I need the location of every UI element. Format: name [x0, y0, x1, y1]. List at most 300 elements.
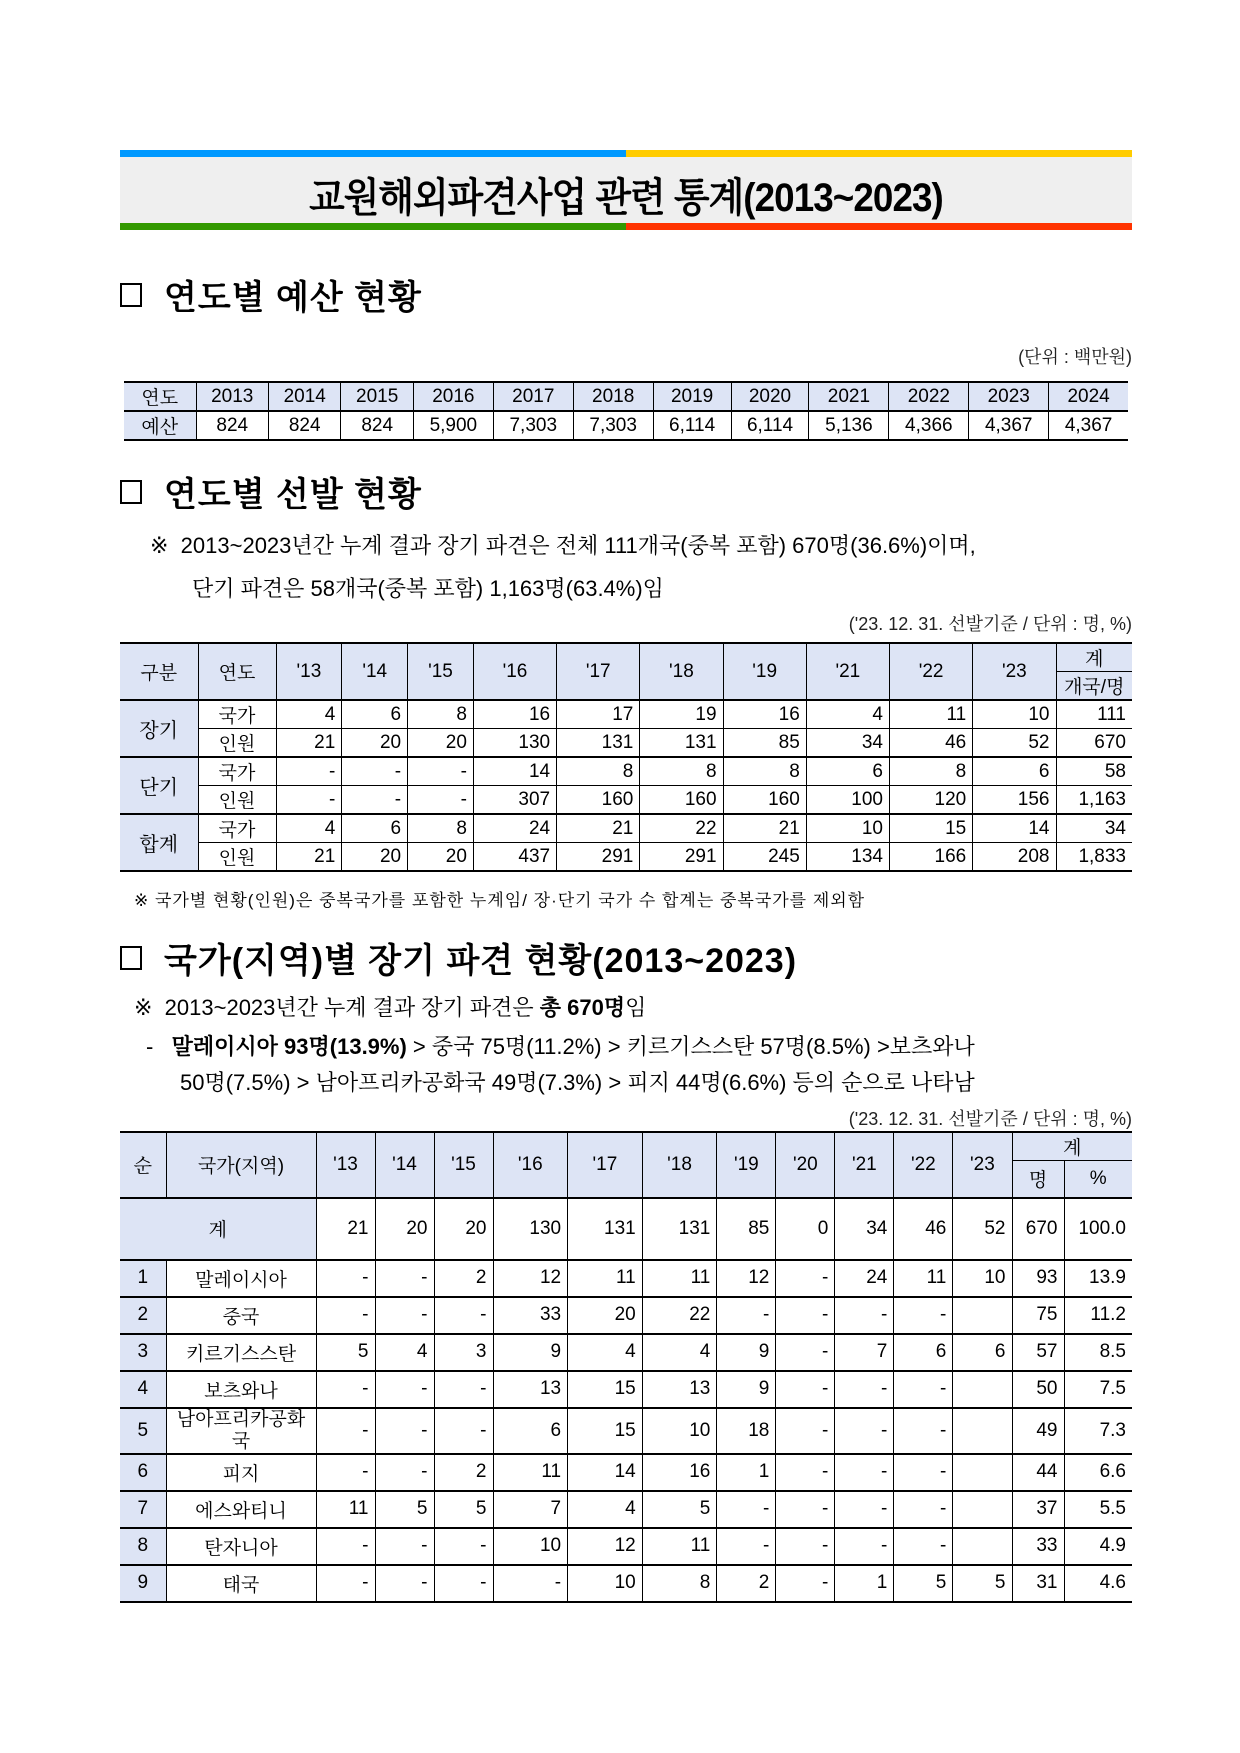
- value-cell: -: [717, 1528, 776, 1565]
- unit-label: (단위 : 백만원): [1018, 347, 1132, 367]
- column-header: '17: [568, 1132, 643, 1198]
- value-cell: 7.3: [1064, 1408, 1132, 1454]
- value-cell: 8: [640, 757, 723, 786]
- value-cell: 10: [642, 1408, 717, 1454]
- value-cell: 57: [1012, 1334, 1064, 1371]
- value-cell: -: [835, 1408, 894, 1454]
- budget-cell: 824: [341, 411, 413, 440]
- value-cell: 8: [408, 700, 474, 729]
- value-cell: 130: [473, 729, 556, 758]
- value-cell: 22: [642, 1297, 717, 1334]
- value-cell: 75: [1012, 1297, 1064, 1334]
- value-cell: -: [316, 1297, 375, 1334]
- value-cell: 5: [894, 1565, 953, 1602]
- section-heading-budget: [120, 270, 1132, 319]
- budget-cell: 6,114: [731, 411, 809, 440]
- rank-cell: 5: [120, 1408, 166, 1454]
- value-cell: 8.5: [1064, 1334, 1132, 1371]
- value-cell: -: [894, 1454, 953, 1491]
- column-header: '13: [276, 643, 342, 700]
- value-cell: 6: [493, 1408, 568, 1454]
- note: [120, 1029, 1132, 1065]
- value-cell: -: [375, 1297, 434, 1334]
- page-title: 교원해외파견사업 관련 통계(2013~2023): [309, 176, 943, 220]
- value-cell: 34: [806, 729, 889, 758]
- table-row: [120, 1454, 1132, 1491]
- value-cell: 6: [342, 700, 408, 729]
- value-cell: 58: [1056, 757, 1132, 786]
- year-cell: 2018: [573, 382, 653, 411]
- value-cell: -: [408, 786, 474, 815]
- budget-cell: 7,303: [493, 411, 573, 440]
- value-cell: 33: [493, 1297, 568, 1334]
- row-label: 국가: [198, 757, 276, 786]
- budget-cell: 7,303: [573, 411, 653, 440]
- value-cell: 10: [806, 814, 889, 843]
- value-cell: 6: [953, 1334, 1012, 1371]
- value-cell: 670: [1012, 1198, 1064, 1260]
- value-cell: 17: [557, 700, 640, 729]
- value-cell: -: [776, 1260, 835, 1297]
- value-cell: 131: [568, 1198, 643, 1260]
- country-cell: 에스와티니: [166, 1491, 316, 1528]
- value-cell: 2: [434, 1454, 493, 1491]
- value-cell: 13: [642, 1371, 717, 1408]
- row-label: 국가: [198, 814, 276, 843]
- value-cell: 19: [640, 700, 723, 729]
- value-cell: 14: [568, 1454, 643, 1491]
- stripe-blue: [120, 150, 626, 157]
- value-cell: [953, 1371, 1012, 1408]
- group-label: 합계: [120, 814, 198, 871]
- value-cell: -: [894, 1528, 953, 1565]
- budget-cell: 824: [268, 411, 340, 440]
- value-cell: 21: [276, 843, 342, 872]
- budget-cell: 5,900: [413, 411, 493, 440]
- value-cell: -: [835, 1454, 894, 1491]
- value-cell: 307: [473, 786, 556, 815]
- country-cell: 키르기스스탄: [166, 1334, 316, 1371]
- row-header: 예산: [124, 411, 196, 440]
- column-header: '19: [717, 1132, 776, 1198]
- value-cell: 111: [1056, 700, 1132, 729]
- value-cell: -: [776, 1297, 835, 1334]
- value-cell: -: [894, 1297, 953, 1334]
- value-cell: 166: [889, 843, 972, 872]
- value-cell: 4: [276, 814, 342, 843]
- value-cell: 208: [973, 843, 1056, 872]
- value-cell: 13: [493, 1371, 568, 1408]
- note-text: 50명(7.5%) > 남아프리카공화국 49명(7.3%) > 피지 44명(6.6%) 등의 순으로 나타남: [180, 1070, 975, 1095]
- value-cell: [953, 1528, 1012, 1565]
- rank-cell: 8: [120, 1528, 166, 1565]
- budget-cell: 824: [196, 411, 268, 440]
- stripe-red: [626, 223, 1132, 230]
- value-cell: 21: [276, 729, 342, 758]
- value-cell: 11: [642, 1260, 717, 1297]
- value-cell: 5: [953, 1565, 1012, 1602]
- value-cell: 12: [717, 1260, 776, 1297]
- row-label: 인원: [198, 729, 276, 758]
- year-cell: 2013: [196, 382, 268, 411]
- value-cell: -: [717, 1491, 776, 1528]
- value-cell: 131: [640, 729, 723, 758]
- value-cell: 8: [889, 757, 972, 786]
- table-row: [120, 786, 1132, 815]
- value-cell: 11: [889, 700, 972, 729]
- value-cell: 44: [1012, 1454, 1064, 1491]
- value-cell: -: [276, 786, 342, 815]
- value-cell: 437: [473, 843, 556, 872]
- section-title: 국가(지역)별 장기 파견 현황(2013~2023): [164, 942, 798, 980]
- section-heading-selection: [120, 467, 1132, 516]
- value-cell: 1,833: [1056, 843, 1132, 872]
- column-header: '16: [473, 643, 556, 700]
- note-text: 2013~2023년간 누계 결과 장기 파견은 전체 111개국(중복 포함) 670명(36.6%)이며,: [180, 533, 976, 558]
- value-cell: 6: [973, 757, 1056, 786]
- value-cell: 52: [973, 729, 1056, 758]
- column-header: '14: [342, 643, 408, 700]
- value-cell: 16: [723, 700, 806, 729]
- budget-cell: 6,114: [653, 411, 731, 440]
- value-cell: -: [434, 1528, 493, 1565]
- value-cell: 31: [1012, 1565, 1064, 1602]
- value-cell: 24: [835, 1260, 894, 1297]
- value-cell: 6: [894, 1334, 953, 1371]
- value-cell: 9: [493, 1334, 568, 1371]
- value-cell: 93: [1012, 1260, 1064, 1297]
- value-cell: 20: [408, 843, 474, 872]
- value-cell: -: [316, 1565, 375, 1602]
- value-cell: -: [316, 1454, 375, 1491]
- value-cell: 11: [568, 1260, 643, 1297]
- value-cell: 8: [723, 757, 806, 786]
- value-cell: 2: [434, 1260, 493, 1297]
- unit-label: ('23. 12. 31. 선발기준 / 단위 : 명, %): [848, 614, 1132, 634]
- value-cell: 8: [408, 814, 474, 843]
- rank-cell: 3: [120, 1334, 166, 1371]
- value-cell: 20: [342, 729, 408, 758]
- column-header: '20: [776, 1132, 835, 1198]
- value-cell: 2: [717, 1565, 776, 1602]
- section-heading-country: [120, 933, 1132, 982]
- year-cell: 2021: [809, 382, 889, 411]
- value-cell: 24: [473, 814, 556, 843]
- value-cell: 14: [973, 814, 1056, 843]
- year-cell: 2015: [341, 382, 413, 411]
- value-cell: 291: [640, 843, 723, 872]
- value-cell: -: [375, 1528, 434, 1565]
- budget-cell: 4,367: [1049, 411, 1128, 440]
- year-cell: 2023: [969, 382, 1049, 411]
- value-cell: 160: [640, 786, 723, 815]
- value-cell: 5: [316, 1334, 375, 1371]
- table-row: [120, 843, 1132, 872]
- value-cell: 4.6: [1064, 1565, 1132, 1602]
- row-label: 국가: [198, 700, 276, 729]
- value-cell: 6: [806, 757, 889, 786]
- group-label: 단기: [120, 757, 198, 814]
- column-header: 순: [120, 1132, 166, 1198]
- value-cell: 1: [717, 1454, 776, 1491]
- column-header: '17: [557, 643, 640, 700]
- value-cell: -: [894, 1491, 953, 1528]
- value-cell: -: [776, 1528, 835, 1565]
- value-cell: 130: [493, 1198, 568, 1260]
- note-bold: 총 670명: [539, 995, 626, 1020]
- country-cell: 남아프리카공화국: [166, 1408, 316, 1454]
- value-cell: 10: [568, 1565, 643, 1602]
- value-cell: -: [316, 1408, 375, 1454]
- table-row: [120, 1491, 1132, 1528]
- column-header: '18: [640, 643, 723, 700]
- value-cell: 120: [889, 786, 972, 815]
- value-cell: 11: [316, 1491, 375, 1528]
- column-header: '22: [889, 643, 972, 700]
- table-row: [120, 1260, 1132, 1297]
- value-cell: -: [835, 1371, 894, 1408]
- value-cell: -: [776, 1371, 835, 1408]
- rank-cell: 6: [120, 1454, 166, 1491]
- note-text: 2013~2023년간 누계 결과 장기 파견은: [164, 995, 540, 1020]
- value-cell: 10: [953, 1260, 1012, 1297]
- value-cell: -: [375, 1371, 434, 1408]
- section-title: 연도별 예산 현황: [164, 279, 422, 317]
- value-cell: 21: [723, 814, 806, 843]
- column-header: '23: [953, 1132, 1012, 1198]
- value-cell: -: [776, 1454, 835, 1491]
- column-header: 명: [1012, 1161, 1064, 1198]
- value-cell: 100: [806, 786, 889, 815]
- rank-cell: 2: [120, 1297, 166, 1334]
- value-cell: 34: [835, 1198, 894, 1260]
- value-cell: 9: [717, 1371, 776, 1408]
- value-cell: 291: [557, 843, 640, 872]
- column-header: '13: [316, 1132, 375, 1198]
- value-cell: -: [434, 1565, 493, 1602]
- value-cell: 5.5: [1064, 1491, 1132, 1528]
- column-header: %: [1064, 1161, 1132, 1198]
- value-cell: 12: [493, 1260, 568, 1297]
- value-cell: [953, 1491, 1012, 1528]
- value-cell: -: [375, 1408, 434, 1454]
- dash-mark: -: [146, 1034, 154, 1059]
- value-cell: 8: [557, 757, 640, 786]
- row-label: 인원: [198, 843, 276, 872]
- value-cell: 160: [723, 786, 806, 815]
- value-cell: 21: [557, 814, 640, 843]
- note-text: 임: [625, 995, 647, 1020]
- value-cell: 4: [642, 1334, 717, 1371]
- rank-cell: 1: [120, 1260, 166, 1297]
- value-cell: 100.0: [1064, 1198, 1132, 1260]
- year-cell: 2020: [731, 382, 809, 411]
- value-cell: 37: [1012, 1491, 1064, 1528]
- value-cell: [953, 1454, 1012, 1491]
- note-mark: ※: [150, 533, 169, 558]
- note-bold: 말레이시아 93명(13.9%): [171, 1034, 407, 1059]
- value-cell: 18: [717, 1408, 776, 1454]
- value-cell: 156: [973, 786, 1056, 815]
- value-cell: -: [434, 1408, 493, 1454]
- value-cell: 85: [717, 1198, 776, 1260]
- value-cell: -: [835, 1528, 894, 1565]
- value-cell: -: [434, 1297, 493, 1334]
- year-cell: 2014: [268, 382, 340, 411]
- column-header: '23: [973, 643, 1056, 700]
- table-row: [120, 1528, 1132, 1565]
- value-cell: -: [776, 1408, 835, 1454]
- budget-cell: 4,367: [969, 411, 1049, 440]
- total-row: [120, 1198, 1132, 1260]
- value-cell: 21: [316, 1198, 375, 1260]
- value-cell: 11: [894, 1260, 953, 1297]
- value-cell: -: [375, 1454, 434, 1491]
- rank-cell: 9: [120, 1565, 166, 1602]
- value-cell: 20: [408, 729, 474, 758]
- table-row: [120, 814, 1132, 843]
- value-cell: [953, 1408, 1012, 1454]
- value-cell: -: [375, 1260, 434, 1297]
- year-cell: 2022: [889, 382, 969, 411]
- value-cell: 16: [473, 700, 556, 729]
- value-cell: -: [276, 757, 342, 786]
- value-cell: 134: [806, 843, 889, 872]
- value-cell: 4: [276, 700, 342, 729]
- value-cell: 15: [568, 1371, 643, 1408]
- value-cell: 245: [723, 843, 806, 872]
- year-cell: 2019: [653, 382, 731, 411]
- group-label: 장기: [120, 700, 198, 757]
- row-header: 연도: [124, 382, 196, 411]
- note: [120, 986, 1132, 1029]
- total-label: 계: [120, 1198, 316, 1260]
- table-row: [120, 729, 1132, 758]
- column-header: '15: [408, 643, 474, 700]
- budget-table: [124, 381, 1128, 441]
- section-title: 연도별 선발 현황: [164, 476, 422, 514]
- value-cell: -: [375, 1565, 434, 1602]
- table-row: [120, 757, 1132, 786]
- value-cell: 5: [375, 1491, 434, 1528]
- column-header: '14: [375, 1132, 434, 1198]
- column-header: 구분: [120, 643, 198, 700]
- checkbox-square-icon: [120, 946, 142, 970]
- value-cell: 49: [1012, 1408, 1064, 1454]
- column-header: 국가(지역): [166, 1132, 316, 1198]
- value-cell: -: [493, 1565, 568, 1602]
- value-cell: 85: [723, 729, 806, 758]
- value-cell: 8: [642, 1565, 717, 1602]
- value-cell: 1: [835, 1565, 894, 1602]
- value-cell: 10: [493, 1528, 568, 1565]
- value-cell: 4: [375, 1334, 434, 1371]
- value-cell: 6: [342, 814, 408, 843]
- year-cell: 2017: [493, 382, 573, 411]
- value-cell: 34: [1056, 814, 1132, 843]
- value-cell: 9: [717, 1334, 776, 1371]
- value-cell: -: [894, 1408, 953, 1454]
- value-cell: 3: [434, 1334, 493, 1371]
- value-cell: 160: [557, 786, 640, 815]
- stripe-yellow: [626, 150, 1132, 157]
- row-label: 인원: [198, 786, 276, 815]
- value-cell: 4.9: [1064, 1528, 1132, 1565]
- value-cell: -: [835, 1297, 894, 1334]
- value-cell: 6.6: [1064, 1454, 1132, 1491]
- value-cell: -: [835, 1491, 894, 1528]
- value-cell: 20: [375, 1198, 434, 1260]
- value-cell: 131: [642, 1198, 717, 1260]
- value-cell: 20: [568, 1297, 643, 1334]
- column-header: '22: [894, 1132, 953, 1198]
- title-banner: [120, 150, 1132, 230]
- table-row: [120, 1334, 1132, 1371]
- value-cell: 52: [953, 1198, 1012, 1260]
- country-cell: 보츠와나: [166, 1371, 316, 1408]
- value-cell: 4: [568, 1491, 643, 1528]
- value-cell: -: [776, 1334, 835, 1371]
- column-header: '21: [835, 1132, 894, 1198]
- year-cell: 2024: [1049, 382, 1128, 411]
- note-text: 단기 파견은 58개국(중복 포함) 1,163명(63.4%)임: [192, 576, 664, 601]
- column-header: 개국/명: [1056, 672, 1132, 701]
- budget-cell: 5,136: [809, 411, 889, 440]
- budget-cell: 4,366: [889, 411, 969, 440]
- rank-cell: 4: [120, 1371, 166, 1408]
- table-row: [120, 1565, 1132, 1602]
- value-cell: 11.2: [1064, 1297, 1132, 1334]
- value-cell: -: [434, 1371, 493, 1408]
- value-cell: 33: [1012, 1528, 1064, 1565]
- column-header: '18: [642, 1132, 717, 1198]
- column-header: '16: [493, 1132, 568, 1198]
- table-row: [120, 700, 1132, 729]
- table-row: [120, 1408, 1132, 1454]
- unit-label: ('23. 12. 31. 선발기준 / 단위 : 명, %): [848, 1109, 1132, 1129]
- value-cell: -: [776, 1565, 835, 1602]
- value-cell: -: [316, 1528, 375, 1565]
- selection-table: [120, 642, 1132, 872]
- note-mark: ※: [134, 995, 153, 1020]
- country-cell: 태국: [166, 1565, 316, 1602]
- rank-cell: 7: [120, 1491, 166, 1528]
- value-cell: 0: [776, 1198, 835, 1260]
- value-cell: 11: [642, 1528, 717, 1565]
- value-cell: 46: [889, 729, 972, 758]
- value-cell: 20: [342, 843, 408, 872]
- column-header: '19: [723, 643, 806, 700]
- value-cell: 50: [1012, 1371, 1064, 1408]
- value-cell: 5: [434, 1491, 493, 1528]
- value-cell: 13.9: [1064, 1260, 1132, 1297]
- column-header: '21: [806, 643, 889, 700]
- checkbox-square-icon: [120, 480, 142, 504]
- value-cell: 4: [568, 1334, 643, 1371]
- country-table: [120, 1131, 1132, 1603]
- value-cell: 1,163: [1056, 786, 1132, 815]
- value-cell: 5: [642, 1491, 717, 1528]
- value-cell: 46: [894, 1198, 953, 1260]
- value-cell: 15: [568, 1408, 643, 1454]
- value-cell: 7.5: [1064, 1371, 1132, 1408]
- stripe-green: [120, 223, 626, 230]
- country-cell: 중국: [166, 1297, 316, 1334]
- footnote: ※ 국가별 현황(인원)은 중복국가를 포함한 누계임/ 장·단기 국가 수 합계는 중복국가를 제외함: [134, 891, 866, 910]
- country-cell: 피지: [166, 1454, 316, 1491]
- value-cell: 670: [1056, 729, 1132, 758]
- value-cell: [953, 1297, 1012, 1334]
